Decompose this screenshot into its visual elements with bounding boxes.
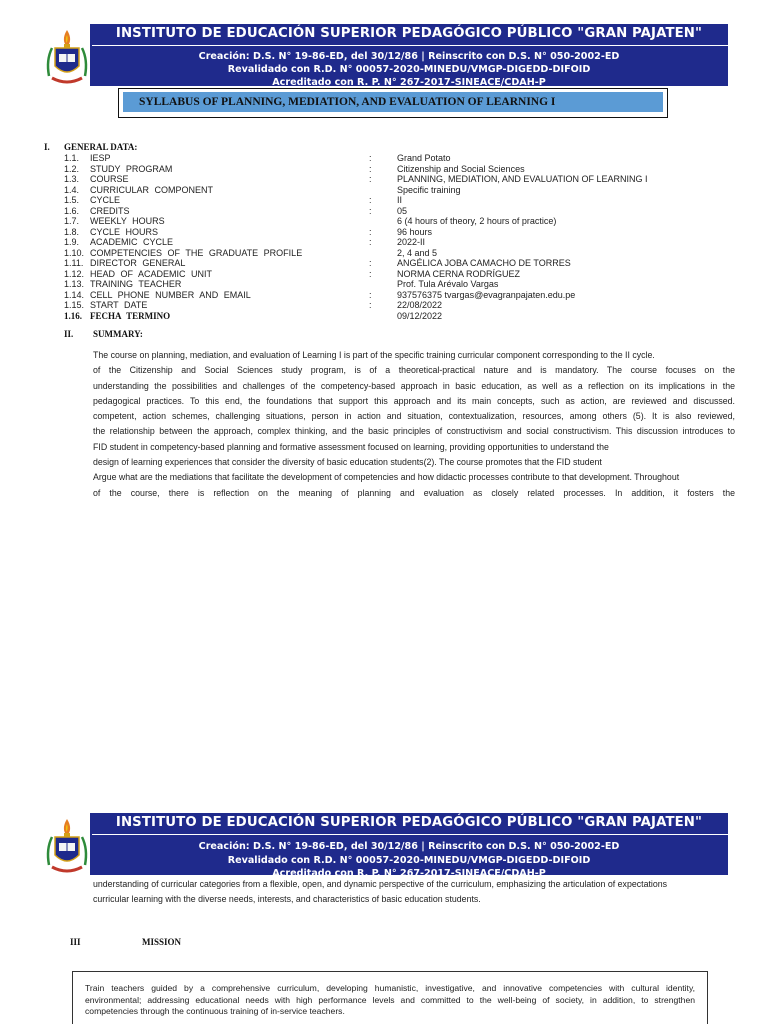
row-value: Specific training bbox=[397, 184, 461, 195]
row-label: FECHA TERMINO bbox=[90, 310, 171, 321]
general-data-row bbox=[64, 269, 704, 280]
general-data-row bbox=[64, 206, 704, 217]
row-value: 96 hours bbox=[397, 226, 433, 237]
mission-box bbox=[72, 971, 708, 1024]
row-number: 1.14. bbox=[64, 289, 85, 300]
row-label: HEAD OF ACADEMIC UNIT bbox=[90, 268, 213, 279]
row-label: WEEKLY HOURS bbox=[90, 216, 165, 226]
row-label: COURSE bbox=[90, 174, 129, 184]
row-value: 6 (4 hours of theory, 2 hours of practice) bbox=[397, 216, 557, 226]
banner-divider bbox=[92, 834, 728, 835]
summary-line: the relationship between the approach, complex thinking, and the basic principles of constructivism and social constructivism. This discussion introduces to bbox=[93, 426, 735, 437]
row-label: ACADEMIC CYCLE bbox=[90, 237, 174, 247]
summary-continuation bbox=[93, 877, 735, 908]
summary-line: design of learning experiences that consider the diversity of basic education students(2). The course promotes that the FID student bbox=[93, 457, 602, 468]
row-colon: : bbox=[369, 174, 372, 184]
row-label: CURRICULAR COMPONENT bbox=[90, 184, 214, 195]
row-value: Citizenship and Social Sciences bbox=[397, 163, 525, 174]
mission-line: Train teachers guided by a comprehensive curriculum, developing humanistic, investigative, and innovative competencies with cultural identity, bbox=[85, 983, 695, 993]
summary-line: The course on planning, mediation, and evaluation of Learning I is part of the specific training curricular component corresponding to the II cycle. bbox=[93, 350, 655, 360]
row-value: 09/12/2022 bbox=[397, 310, 443, 321]
row-value: 937576375 tvargas@evagranpajaten.edu.pe bbox=[397, 289, 576, 300]
general-data-row bbox=[64, 300, 704, 311]
row-value: 22/08/2022 bbox=[397, 300, 443, 310]
general-data-row bbox=[64, 174, 704, 185]
row-label: START DATE bbox=[90, 300, 148, 310]
row-number: 1.9. bbox=[64, 237, 80, 247]
row-label: IESP bbox=[90, 153, 111, 163]
general-data-row bbox=[64, 195, 704, 206]
row-value: 2022-II bbox=[397, 237, 426, 247]
row-value: ANGÉLICA JOBA CAMACHO DE TORRES bbox=[397, 258, 571, 268]
general-data-row bbox=[64, 153, 704, 164]
accreditation-decree: Acreditado con R. P. N° 267-2017-SINEACE/CDAH-P bbox=[272, 77, 546, 86]
creation-decree: Creación: D.S. N° 19-86-ED, del 30/12/86 | Reinscrito con D.S. N° 050-2002-ED bbox=[198, 841, 620, 852]
row-value: Grand Potato bbox=[397, 153, 451, 163]
general-data-row bbox=[64, 237, 704, 248]
institution-banner-page-2 bbox=[44, 813, 728, 875]
institute-crest-icon bbox=[44, 813, 90, 875]
accreditation-decree: Acreditado con R. P. N° 267-2017-SINEACE/CDAH-P bbox=[272, 868, 546, 877]
banner-divider bbox=[92, 45, 728, 46]
summary-number: II. bbox=[64, 329, 74, 339]
row-value: 2, 4 and 5 bbox=[397, 247, 438, 258]
row-number: 1.8. bbox=[64, 226, 80, 237]
institution-banner bbox=[44, 24, 728, 86]
summary-line: Argue what are the mediations that facilitate the development of competencies and how didactic processes contribute to that development. Throughout bbox=[93, 472, 680, 483]
row-number: 1.5. bbox=[64, 195, 80, 205]
row-number: 1.10. bbox=[64, 247, 85, 258]
row-colon: : bbox=[369, 205, 372, 216]
general-data-row bbox=[64, 279, 704, 290]
row-number: 1.16. bbox=[64, 310, 82, 321]
summary-line: curricular learning with the diverse needs, interests, and characteristics of basic education students. bbox=[93, 894, 481, 905]
summary-line: of the Citizenship and Social Sciences study program, is of a theoretical-practical nature and is mandatory. The course focuses on the bbox=[93, 365, 735, 376]
row-value: 05 bbox=[397, 205, 408, 216]
row-number: 1.1. bbox=[64, 153, 80, 163]
row-label: CELL PHONE NUMBER AND EMAIL bbox=[90, 289, 251, 300]
summary-line: understanding of curricular categories from a flexible, open, and dynamic perspective of the curriculum, emphasizing the articulation of expectations bbox=[93, 879, 668, 889]
row-colon: : bbox=[369, 258, 372, 268]
mission-line: environmental; addressing educational needs with high performance levels and committed to the well-being of society, in addition, to strengthen bbox=[85, 994, 695, 1005]
row-number: 1.15. bbox=[64, 300, 85, 310]
row-colon: : bbox=[369, 237, 372, 247]
row-colon: : bbox=[369, 289, 372, 300]
row-label: DIRECTOR GENERAL bbox=[90, 258, 186, 268]
general-data-row bbox=[64, 164, 704, 175]
revalidation-decree: Revalidado con R.D. N° 00057-2020-MINEDU/VMGP-DIGEDD-DIFOID bbox=[227, 855, 591, 866]
row-label: CYCLE HOURS bbox=[90, 226, 159, 237]
row-colon: : bbox=[369, 226, 372, 237]
row-number: 1.3. bbox=[64, 174, 80, 184]
summary-line: pedagogical practices. To this end, the foundations that support this approach and its main concepts, such as action, are reviewed and discussed. bbox=[93, 395, 735, 406]
general-data-row bbox=[64, 258, 704, 269]
institution-name: INSTITUTO DE EDUCACIÓN SUPERIOR PEDAGÓGICO PÚBLICO "GRAN PAJATEN" bbox=[115, 815, 703, 830]
row-value: II bbox=[397, 195, 403, 205]
row-number: 1.13. bbox=[64, 279, 85, 289]
summary-paragraph bbox=[93, 348, 735, 501]
syllabus-title: SYLLABUS OF PLANNING, MEDIATION, AND EVALUATION OF LEARNING I bbox=[123, 92, 663, 112]
mission-number: III bbox=[70, 937, 81, 947]
creation-decree: Creación: D.S. N° 19-86-ED, del 30/12/86 | Reinscrito con D.S. N° 050-2002-ED bbox=[198, 51, 620, 62]
general-data-table bbox=[64, 153, 704, 321]
general-data-row bbox=[64, 216, 704, 227]
row-colon: : bbox=[369, 268, 372, 279]
general-data-row bbox=[64, 290, 704, 301]
general-data-row bbox=[64, 248, 704, 259]
syllabus-title-box bbox=[118, 88, 668, 118]
row-colon: : bbox=[369, 195, 372, 205]
row-number: 1.7. bbox=[64, 216, 80, 226]
institute-crest-icon bbox=[44, 24, 90, 86]
summary-heading: SUMMARY: bbox=[93, 329, 143, 339]
general-data-row bbox=[64, 185, 704, 196]
row-label: CREDITS bbox=[90, 205, 130, 216]
mission-heading: MISSION bbox=[142, 937, 182, 947]
row-colon: : bbox=[369, 153, 372, 163]
row-number: 1.4. bbox=[64, 184, 80, 195]
mission-line: competencies through the continuous training of in-service teachers. bbox=[85, 1006, 345, 1016]
summary-line: understanding the possibilities and challenges of the competency-based approach in basic education, as well as a reflection on its implications in the bbox=[93, 380, 735, 391]
row-label: TRAINING TEACHER bbox=[90, 279, 182, 289]
general-data-row bbox=[64, 227, 704, 238]
row-label: COMPETENCIES OF THE GRADUATE PROFILE bbox=[90, 247, 303, 258]
row-number: 1.11. bbox=[64, 258, 84, 268]
summary-line: competent, action schemes, challenging situations, person in action and situation, contextualization, resources, among others (5). It is also reviewed, bbox=[93, 411, 735, 422]
row-label: CYCLE bbox=[90, 195, 121, 205]
row-colon: : bbox=[369, 300, 372, 310]
summary-line: FID student in competency-based planning and formative assessment focused on learning, providing opportunities to understand the bbox=[93, 441, 609, 452]
row-colon: : bbox=[369, 163, 372, 174]
general-data-row bbox=[64, 311, 704, 322]
revalidation-decree: Revalidado con R.D. N° 00057-2020-MINEDU/VMGP-DIGEDD-DIFOID bbox=[227, 64, 591, 75]
row-number: 1.2. bbox=[64, 163, 80, 174]
row-number: 1.6. bbox=[64, 205, 80, 216]
general-data-heading: GENERAL DATA: bbox=[64, 142, 138, 152]
general-data-number: I. bbox=[44, 142, 50, 152]
row-value: NORMA CERNA RODRÍGUEZ bbox=[397, 268, 521, 279]
summary-line: of the course, there is reflection on the meaning of planning and evaluation as closely related processes. In addition, it fosters the bbox=[93, 487, 735, 498]
row-value: Prof. Tula Arévalo Vargas bbox=[397, 279, 499, 289]
row-number: 1.12. bbox=[64, 268, 85, 279]
institution-name: INSTITUTO DE EDUCACIÓN SUPERIOR PEDAGÓGICO PÚBLICO "GRAN PAJATEN" bbox=[115, 26, 703, 41]
row-label: STUDY PROGRAM bbox=[90, 163, 173, 174]
row-value: PLANNING, MEDIATION, AND EVALUATION OF LEARNING I bbox=[397, 174, 648, 184]
